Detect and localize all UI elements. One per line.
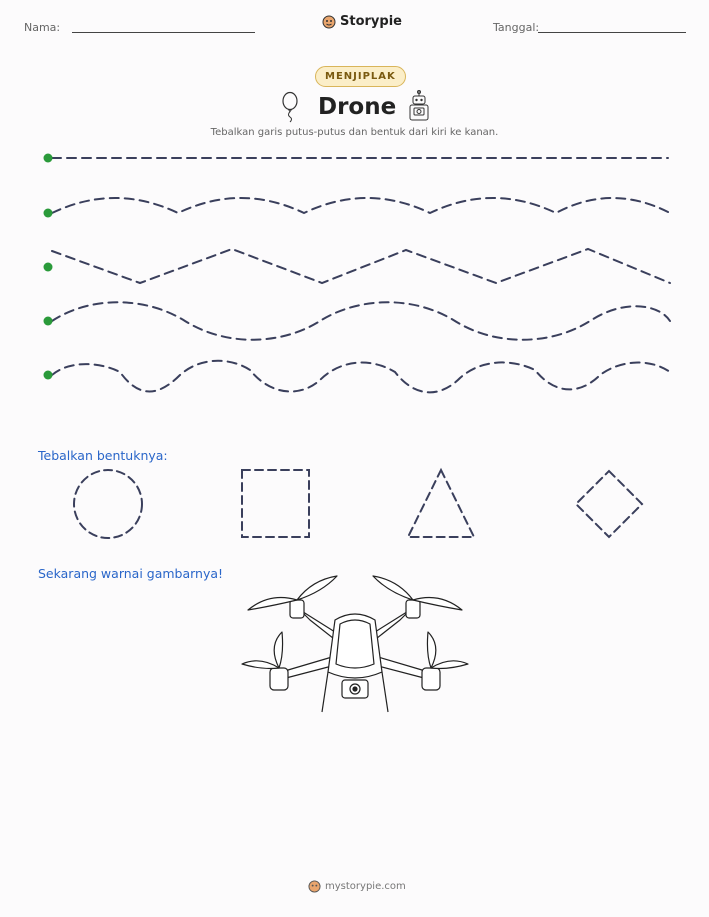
start-dot xyxy=(44,154,53,163)
drone-illustration xyxy=(240,572,470,714)
trace-line-bumps[interactable] xyxy=(52,361,670,393)
shapes-section-label: Tebalkan bentuknya: xyxy=(38,448,168,463)
date-label: Tanggal: xyxy=(493,21,540,34)
name-label: Nama: xyxy=(24,21,61,34)
trace-line-curve[interactable] xyxy=(52,198,670,213)
activity-badge: MENJIPLAK xyxy=(315,66,406,87)
storypie-logo-icon xyxy=(308,880,321,893)
instructions: Tebalkan garis putus-putus dan bentuk dari kiri ke kanan. xyxy=(210,127,499,138)
robot-icon xyxy=(407,90,431,122)
storypie-logo-icon xyxy=(322,15,336,29)
tracing-shapes xyxy=(60,460,660,550)
trace-shape-circle[interactable] xyxy=(74,470,142,538)
trace-shape-triangle[interactable] xyxy=(408,470,474,537)
trace-shape-diamond[interactable] xyxy=(576,471,642,537)
trace-shape-square[interactable] xyxy=(242,470,309,537)
trace-line-wave[interactable] xyxy=(52,302,670,340)
start-dot xyxy=(44,371,53,380)
page-title: Drone xyxy=(318,94,397,120)
date-field[interactable] xyxy=(538,32,686,33)
name-field[interactable] xyxy=(72,32,255,33)
trace-line-zigzag[interactable] xyxy=(52,249,670,283)
brand-name: Storypie xyxy=(340,14,402,29)
brand-logo xyxy=(322,14,402,29)
tracing-lines xyxy=(0,140,709,400)
start-dot xyxy=(44,263,53,272)
start-dot xyxy=(44,209,53,218)
balloon-icon xyxy=(281,92,299,122)
color-section-label: Sekarang warnai gambarnya! xyxy=(38,566,224,581)
footer xyxy=(308,880,406,893)
footer-url[interactable]: mystorypie.com xyxy=(325,881,406,892)
start-dot xyxy=(44,317,53,326)
